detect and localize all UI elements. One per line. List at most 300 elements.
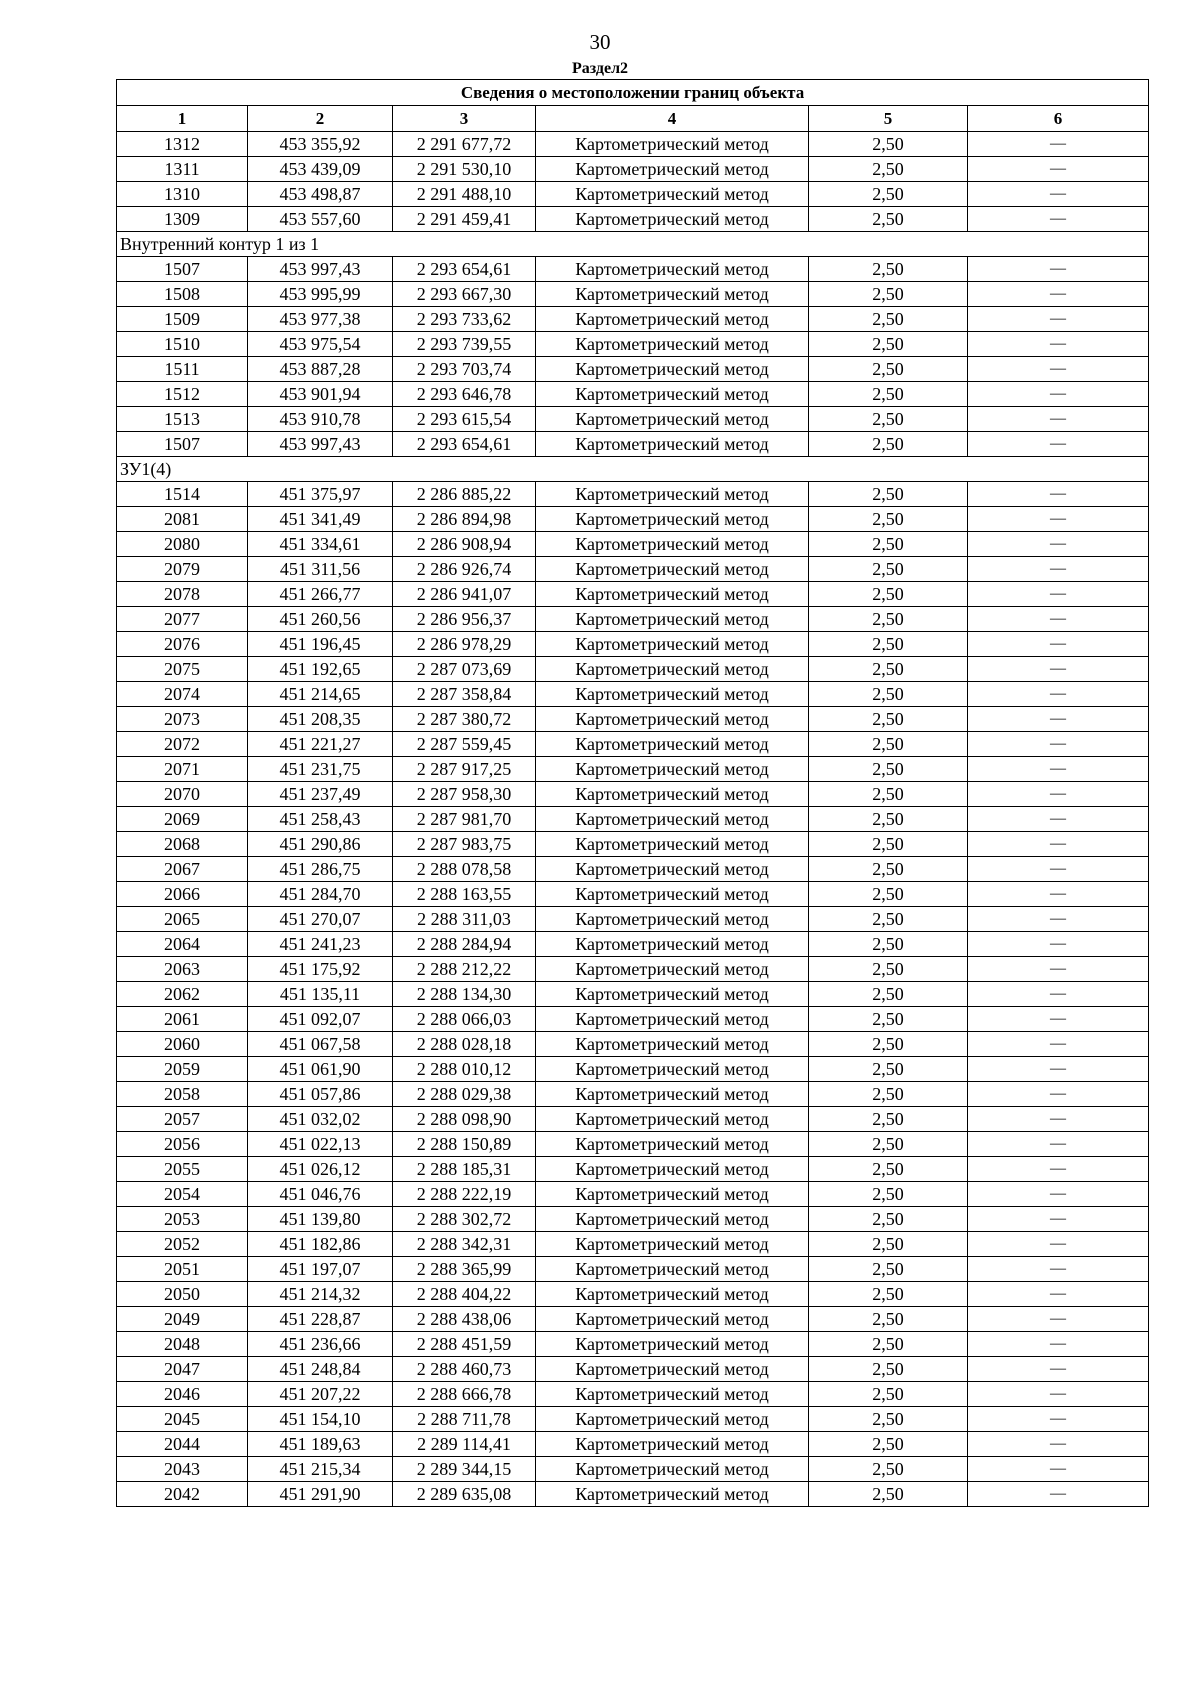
description-cell: — [968, 157, 1149, 182]
y-coordinate-cell: 2 287 559,45 [393, 732, 536, 757]
method-cell: Картометрический метод [536, 1332, 809, 1357]
method-cell: Картометрический метод [536, 1057, 809, 1082]
description-cell: — [968, 357, 1149, 382]
method-cell: Картометрический метод [536, 482, 809, 507]
point-number-cell: 1514 [117, 482, 248, 507]
description-cell: — [968, 957, 1149, 982]
point-number-cell: 2046 [117, 1382, 248, 1407]
point-number-cell: 2045 [117, 1407, 248, 1432]
accuracy-cell: 2,50 [809, 557, 968, 582]
table-row [117, 907, 1149, 932]
table-row [117, 357, 1149, 382]
description-cell: — [968, 1082, 1149, 1107]
accuracy-cell: 2,50 [809, 807, 968, 832]
x-coordinate-cell: 453 997,43 [248, 432, 393, 457]
description-cell: — [968, 857, 1149, 882]
point-number-cell: 2081 [117, 507, 248, 532]
x-coordinate-cell: 451 258,43 [248, 807, 393, 832]
table-row [117, 1057, 1149, 1082]
point-number-cell: 2051 [117, 1257, 248, 1282]
point-number-cell: 1508 [117, 282, 248, 307]
point-number-cell: 2064 [117, 932, 248, 957]
accuracy-cell: 2,50 [809, 1482, 968, 1507]
method-cell: Картометрический метод [536, 1482, 809, 1507]
description-cell: — [968, 657, 1149, 682]
table-row [117, 382, 1149, 407]
accuracy-cell: 2,50 [809, 1057, 968, 1082]
table-row [117, 657, 1149, 682]
method-cell: Картометрический метод [536, 982, 809, 1007]
description-cell: — [968, 757, 1149, 782]
method-cell: Картометрический метод [536, 307, 809, 332]
table-row [117, 1357, 1149, 1382]
description-cell: — [968, 932, 1149, 957]
x-coordinate-cell: 451 208,35 [248, 707, 393, 732]
y-coordinate-cell: 2 287 917,25 [393, 757, 536, 782]
x-coordinate-cell: 451 311,56 [248, 557, 393, 582]
x-coordinate-cell: 451 067,58 [248, 1032, 393, 1057]
description-cell: — [968, 257, 1149, 282]
x-coordinate-cell: 451 057,86 [248, 1082, 393, 1107]
point-number-cell: 2060 [117, 1032, 248, 1057]
table-row [117, 982, 1149, 1007]
table-row [117, 807, 1149, 832]
point-number-cell: 2044 [117, 1432, 248, 1457]
accuracy-cell: 2,50 [809, 307, 968, 332]
table-row [117, 332, 1149, 357]
table-body [117, 132, 1149, 1507]
contour-subheader-row [117, 457, 1149, 482]
x-coordinate-cell: 453 901,94 [248, 382, 393, 407]
x-coordinate-cell: 451 175,92 [248, 957, 393, 982]
table-row [117, 932, 1149, 957]
accuracy-cell: 2,50 [809, 982, 968, 1007]
method-cell: Картометрический метод [536, 1407, 809, 1432]
y-coordinate-cell: 2 291 459,41 [393, 207, 536, 232]
x-coordinate-cell: 451 189,63 [248, 1432, 393, 1457]
description-cell: — [968, 1207, 1149, 1232]
point-number-cell: 2058 [117, 1082, 248, 1107]
accuracy-cell: 2,50 [809, 1332, 968, 1357]
table-row [117, 1332, 1149, 1357]
point-number-cell: 1311 [117, 157, 248, 182]
y-coordinate-cell: 2 288 212,22 [393, 957, 536, 982]
x-coordinate-cell: 453 975,54 [248, 332, 393, 357]
y-coordinate-cell: 2 286 908,94 [393, 532, 536, 557]
x-coordinate-cell: 451 214,32 [248, 1282, 393, 1307]
x-coordinate-cell: 453 355,92 [248, 132, 393, 157]
x-coordinate-cell: 451 270,07 [248, 907, 393, 932]
accuracy-cell: 2,50 [809, 1207, 968, 1232]
description-cell: — [968, 982, 1149, 1007]
accuracy-cell: 2,50 [809, 1157, 968, 1182]
y-coordinate-cell: 2 288 150,89 [393, 1132, 536, 1157]
description-cell: — [968, 382, 1149, 407]
contour-label: Внутренний контур 1 из 1 [117, 232, 1149, 257]
method-cell: Картометрический метод [536, 782, 809, 807]
table-row [117, 1132, 1149, 1157]
y-coordinate-cell: 2 286 894,98 [393, 507, 536, 532]
section-title: Раздел2 [571, 60, 629, 77]
column-header: 3 [393, 106, 536, 132]
description-cell: — [968, 557, 1149, 582]
description-cell: — [968, 307, 1149, 332]
point-number-cell: 2043 [117, 1457, 248, 1482]
point-number-cell: 2052 [117, 1232, 248, 1257]
method-cell: Картометрический метод [536, 857, 809, 882]
table-row [117, 607, 1149, 632]
accuracy-cell: 2,50 [809, 1382, 968, 1407]
x-coordinate-cell: 451 215,34 [248, 1457, 393, 1482]
method-cell: Картометрический метод [536, 1282, 809, 1307]
accuracy-cell: 2,50 [809, 532, 968, 557]
method-cell: Картометрический метод [536, 407, 809, 432]
table-row [117, 1382, 1149, 1407]
accuracy-cell: 2,50 [809, 607, 968, 632]
description-cell: — [968, 707, 1149, 732]
table-row [117, 532, 1149, 557]
y-coordinate-cell: 2 289 635,08 [393, 1482, 536, 1507]
point-number-cell: 2056 [117, 1132, 248, 1157]
x-coordinate-cell: 451 228,87 [248, 1307, 393, 1332]
table-row [117, 407, 1149, 432]
table-row [117, 682, 1149, 707]
accuracy-cell: 2,50 [809, 932, 968, 957]
method-cell: Картометрический метод [536, 1257, 809, 1282]
y-coordinate-cell: 2 293 646,78 [393, 382, 536, 407]
y-coordinate-cell: 2 293 739,55 [393, 332, 536, 357]
description-cell: — [968, 1057, 1149, 1082]
accuracy-cell: 2,50 [809, 1232, 968, 1257]
description-cell: — [968, 732, 1149, 757]
point-number-cell: 1511 [117, 357, 248, 382]
point-number-cell: 2048 [117, 1332, 248, 1357]
accuracy-cell: 2,50 [809, 1082, 968, 1107]
table-row [117, 1107, 1149, 1132]
y-coordinate-cell: 2 286 926,74 [393, 557, 536, 582]
accuracy-cell: 2,50 [809, 182, 968, 207]
method-cell: Картометрический метод [536, 1132, 809, 1157]
x-coordinate-cell: 453 498,87 [248, 182, 393, 207]
description-cell: — [968, 532, 1149, 557]
method-cell: Картометрический метод [536, 282, 809, 307]
x-coordinate-cell: 451 241,23 [248, 932, 393, 957]
point-number-cell: 2049 [117, 1307, 248, 1332]
description-cell: — [968, 1307, 1149, 1332]
description-cell: — [968, 1282, 1149, 1307]
y-coordinate-cell: 2 288 066,03 [393, 1007, 536, 1032]
x-coordinate-cell: 451 236,66 [248, 1332, 393, 1357]
point-number-cell: 2054 [117, 1182, 248, 1207]
y-coordinate-cell: 2 288 342,31 [393, 1232, 536, 1257]
x-coordinate-cell: 451 135,11 [248, 982, 393, 1007]
accuracy-cell: 2,50 [809, 507, 968, 532]
table-row [117, 1457, 1149, 1482]
accuracy-cell: 2,50 [809, 832, 968, 857]
point-number-cell: 1510 [117, 332, 248, 357]
table-row [117, 1207, 1149, 1232]
x-coordinate-cell: 451 334,61 [248, 532, 393, 557]
y-coordinate-cell: 2 288 098,90 [393, 1107, 536, 1132]
method-cell: Картометрический метод [536, 1457, 809, 1482]
accuracy-cell: 2,50 [809, 682, 968, 707]
method-cell: Картометрический метод [536, 1107, 809, 1132]
table-row [117, 1032, 1149, 1057]
x-coordinate-cell: 451 154,10 [248, 1407, 393, 1432]
accuracy-cell: 2,50 [809, 657, 968, 682]
table-row [117, 1282, 1149, 1307]
table-row [117, 1082, 1149, 1107]
y-coordinate-cell: 2 287 358,84 [393, 682, 536, 707]
method-cell: Картометрический метод [536, 807, 809, 832]
description-cell: — [968, 282, 1149, 307]
table-row [117, 257, 1149, 282]
y-coordinate-cell: 2 288 010,12 [393, 1057, 536, 1082]
accuracy-cell: 2,50 [809, 707, 968, 732]
y-coordinate-cell: 2 288 284,94 [393, 932, 536, 957]
table-row [117, 1257, 1149, 1282]
table-row [117, 282, 1149, 307]
y-coordinate-cell: 2 291 677,72 [393, 132, 536, 157]
description-cell: — [968, 432, 1149, 457]
x-coordinate-cell: 453 910,78 [248, 407, 393, 432]
method-cell: Картометрический метод [536, 432, 809, 457]
accuracy-cell: 2,50 [809, 1007, 968, 1032]
description-cell: — [968, 907, 1149, 932]
contour-label: ЗУ1(4) [117, 457, 1149, 482]
method-cell: Картометрический метод [536, 732, 809, 757]
point-number-cell: 1513 [117, 407, 248, 432]
accuracy-cell: 2,50 [809, 1407, 968, 1432]
accuracy-cell: 2,50 [809, 382, 968, 407]
point-number-cell: 2061 [117, 1007, 248, 1032]
method-cell: Картометрический метод [536, 157, 809, 182]
description-cell: — [968, 332, 1149, 357]
method-cell: Картометрический метод [536, 832, 809, 857]
page-number: 30 [589, 30, 611, 54]
table-row [117, 1157, 1149, 1182]
x-coordinate-cell: 451 207,22 [248, 1382, 393, 1407]
y-coordinate-cell: 2 293 654,61 [393, 432, 536, 457]
method-cell: Картометрический метод [536, 1232, 809, 1257]
y-coordinate-cell: 2 288 311,03 [393, 907, 536, 932]
description-cell: — [968, 1232, 1149, 1257]
table-row [117, 207, 1149, 232]
description-cell: — [968, 807, 1149, 832]
table-title: Сведения о местоположении границ объекта [117, 80, 1149, 106]
x-coordinate-cell: 451 341,49 [248, 507, 393, 532]
y-coordinate-cell: 2 288 404,22 [393, 1282, 536, 1307]
point-number-cell: 2072 [117, 732, 248, 757]
description-cell: — [968, 207, 1149, 232]
method-cell: Картометрический метод [536, 757, 809, 782]
point-number-cell: 2070 [117, 782, 248, 807]
y-coordinate-cell: 2 288 711,78 [393, 1407, 536, 1432]
table-row [117, 307, 1149, 332]
description-cell: — [968, 182, 1149, 207]
accuracy-cell: 2,50 [809, 632, 968, 657]
table-row [117, 732, 1149, 757]
y-coordinate-cell: 2 288 222,19 [393, 1182, 536, 1207]
x-coordinate-cell: 451 032,02 [248, 1107, 393, 1132]
y-coordinate-cell: 2 287 073,69 [393, 657, 536, 682]
y-coordinate-cell: 2 288 438,06 [393, 1307, 536, 1332]
y-coordinate-cell: 2 288 666,78 [393, 1382, 536, 1407]
point-number-cell: 1309 [117, 207, 248, 232]
point-number-cell: 2057 [117, 1107, 248, 1132]
accuracy-cell: 2,50 [809, 1457, 968, 1482]
description-cell: — [968, 632, 1149, 657]
x-coordinate-cell: 451 046,76 [248, 1182, 393, 1207]
method-cell: Картометрический метод [536, 607, 809, 632]
x-coordinate-cell: 453 977,38 [248, 307, 393, 332]
accuracy-cell: 2,50 [809, 157, 968, 182]
method-cell: Картометрический метод [536, 1032, 809, 1057]
x-coordinate-cell: 451 237,49 [248, 782, 393, 807]
x-coordinate-cell: 451 022,13 [248, 1132, 393, 1157]
y-coordinate-cell: 2 286 956,37 [393, 607, 536, 632]
table-row [117, 1232, 1149, 1257]
description-cell: — [968, 832, 1149, 857]
table-row [117, 707, 1149, 732]
method-cell: Картометрический метод [536, 907, 809, 932]
y-coordinate-cell: 2 286 941,07 [393, 582, 536, 607]
table-row [117, 557, 1149, 582]
table-row [117, 1432, 1149, 1457]
point-number-cell: 2047 [117, 1357, 248, 1382]
accuracy-cell: 2,50 [809, 407, 968, 432]
point-number-cell: 1512 [117, 382, 248, 407]
accuracy-cell: 2,50 [809, 732, 968, 757]
point-number-cell: 1312 [117, 132, 248, 157]
x-coordinate-cell: 451 196,45 [248, 632, 393, 657]
method-cell: Картометрический метод [536, 1007, 809, 1032]
accuracy-cell: 2,50 [809, 207, 968, 232]
point-number-cell: 2074 [117, 682, 248, 707]
accuracy-cell: 2,50 [809, 357, 968, 382]
table-row [117, 507, 1149, 532]
y-coordinate-cell: 2 286 885,22 [393, 482, 536, 507]
y-coordinate-cell: 2 293 615,54 [393, 407, 536, 432]
x-coordinate-cell: 451 260,56 [248, 607, 393, 632]
x-coordinate-cell: 451 291,90 [248, 1482, 393, 1507]
y-coordinate-cell: 2 286 978,29 [393, 632, 536, 657]
accuracy-cell: 2,50 [809, 132, 968, 157]
x-coordinate-cell: 451 284,70 [248, 882, 393, 907]
method-cell: Картометрический метод [536, 707, 809, 732]
accuracy-cell: 2,50 [809, 257, 968, 282]
point-number-cell: 2053 [117, 1207, 248, 1232]
point-number-cell: 2042 [117, 1482, 248, 1507]
y-coordinate-cell: 2 288 134,30 [393, 982, 536, 1007]
x-coordinate-cell: 451 375,97 [248, 482, 393, 507]
column-header: 1 [117, 106, 248, 132]
description-cell: — [968, 582, 1149, 607]
x-coordinate-cell: 451 221,27 [248, 732, 393, 757]
table-row [117, 1482, 1149, 1507]
point-number-cell: 2069 [117, 807, 248, 832]
table-row [117, 832, 1149, 857]
accuracy-cell: 2,50 [809, 907, 968, 932]
table-row [117, 857, 1149, 882]
table-row [117, 482, 1149, 507]
accuracy-cell: 2,50 [809, 782, 968, 807]
method-cell: Картометрический метод [536, 932, 809, 957]
method-cell: Картометрический метод [536, 1307, 809, 1332]
description-cell: — [968, 1382, 1149, 1407]
method-cell: Картометрический метод [536, 507, 809, 532]
x-coordinate-cell: 451 290,86 [248, 832, 393, 857]
point-number-cell: 2076 [117, 632, 248, 657]
description-cell: — [968, 1407, 1149, 1432]
description-cell: — [968, 882, 1149, 907]
point-number-cell: 2063 [117, 957, 248, 982]
accuracy-cell: 2,50 [809, 882, 968, 907]
y-coordinate-cell: 2 293 654,61 [393, 257, 536, 282]
accuracy-cell: 2,50 [809, 1357, 968, 1382]
table-row [117, 782, 1149, 807]
accuracy-cell: 2,50 [809, 282, 968, 307]
x-coordinate-cell: 451 286,75 [248, 857, 393, 882]
accuracy-cell: 2,50 [809, 857, 968, 882]
column-header-row [117, 106, 1149, 132]
x-coordinate-cell: 451 092,07 [248, 1007, 393, 1032]
x-coordinate-cell: 451 026,12 [248, 1157, 393, 1182]
point-number-cell: 2062 [117, 982, 248, 1007]
description-cell: — [968, 1432, 1149, 1457]
method-cell: Картометрический метод [536, 657, 809, 682]
method-cell: Картометрический метод [536, 582, 809, 607]
description-cell: — [968, 682, 1149, 707]
point-number-cell: 2073 [117, 707, 248, 732]
point-number-cell: 2077 [117, 607, 248, 632]
method-cell: Картометрический метод [536, 532, 809, 557]
description-cell: — [968, 1007, 1149, 1032]
point-number-cell: 2059 [117, 1057, 248, 1082]
x-coordinate-cell: 453 439,09 [248, 157, 393, 182]
accuracy-cell: 2,50 [809, 482, 968, 507]
point-number-cell: 2079 [117, 557, 248, 582]
y-coordinate-cell: 2 291 530,10 [393, 157, 536, 182]
y-coordinate-cell: 2 288 028,18 [393, 1032, 536, 1057]
accuracy-cell: 2,50 [809, 1307, 968, 1332]
y-coordinate-cell: 2 288 365,99 [393, 1257, 536, 1282]
point-number-cell: 1310 [117, 182, 248, 207]
description-cell: — [968, 1182, 1149, 1207]
accuracy-cell: 2,50 [809, 332, 968, 357]
method-cell: Картометрический метод [536, 257, 809, 282]
description-cell: — [968, 482, 1149, 507]
method-cell: Картометрический метод [536, 1207, 809, 1232]
description-cell: — [968, 1457, 1149, 1482]
accuracy-cell: 2,50 [809, 1032, 968, 1057]
method-cell: Картометрический метод [536, 207, 809, 232]
x-coordinate-cell: 451 182,86 [248, 1232, 393, 1257]
table-row [117, 1307, 1149, 1332]
x-coordinate-cell: 451 214,65 [248, 682, 393, 707]
column-header: 4 [536, 106, 809, 132]
table-row [117, 182, 1149, 207]
x-coordinate-cell: 453 887,28 [248, 357, 393, 382]
accuracy-cell: 2,50 [809, 432, 968, 457]
x-coordinate-cell: 453 557,60 [248, 207, 393, 232]
description-cell: — [968, 1482, 1149, 1507]
point-number-cell: 2071 [117, 757, 248, 782]
method-cell: Картометрический метод [536, 1382, 809, 1407]
method-cell: Картометрический метод [536, 1157, 809, 1182]
y-coordinate-cell: 2 293 667,30 [393, 282, 536, 307]
accuracy-cell: 2,50 [809, 582, 968, 607]
